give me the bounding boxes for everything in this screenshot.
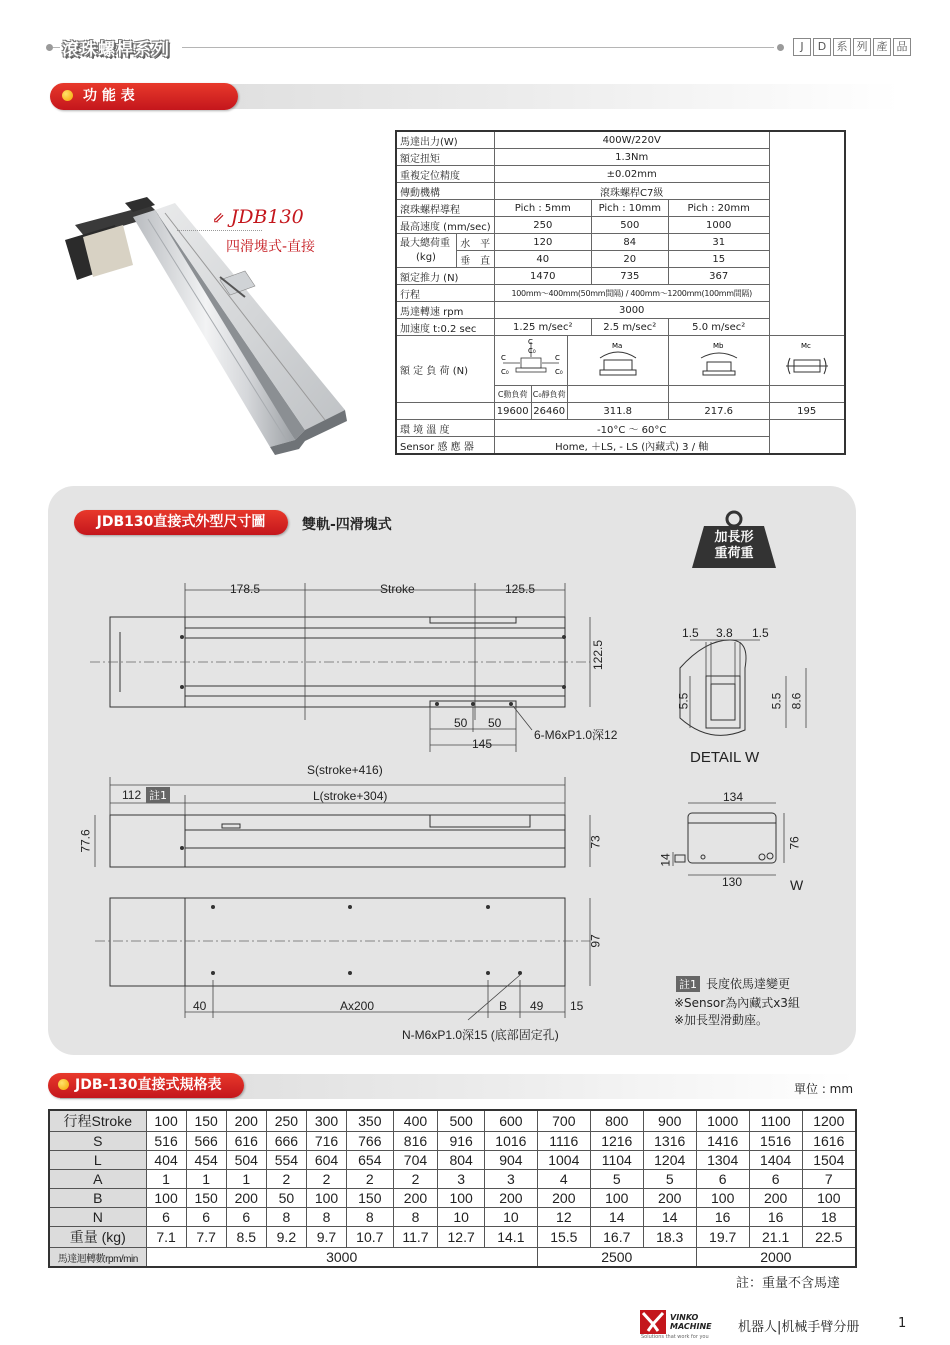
brand: [670, 1313, 712, 1331]
dim-text: 125.5: [505, 582, 536, 596]
table-cell: 3: [484, 1170, 537, 1189]
table-cell: 2: [306, 1170, 346, 1189]
spec-label: 行程: [396, 285, 494, 302]
table-cell: 100: [590, 1189, 643, 1208]
table-cell: 200: [226, 1189, 266, 1208]
table-cell: 200: [393, 1189, 438, 1208]
svg-text:C₀: C₀: [554, 368, 563, 376]
table-cell: 716: [306, 1132, 346, 1151]
table-cell: 1304: [696, 1151, 749, 1170]
spec-label: 額定扭矩: [396, 149, 494, 166]
table-cell: 1204: [643, 1151, 696, 1170]
table-cell: 1616: [802, 1132, 856, 1151]
table-cell: 454: [186, 1151, 226, 1170]
dim-text: 122.5: [591, 639, 606, 671]
table-cell: 816: [393, 1132, 438, 1151]
row-header: B: [49, 1189, 146, 1208]
table-cell: 400: [393, 1110, 438, 1132]
table-cell: 100: [438, 1189, 485, 1208]
svg-text:Ma: Ma: [611, 342, 623, 350]
spec-label: 馬達出力(W): [396, 131, 494, 149]
dim-text: 145: [472, 737, 493, 751]
header-rule: [182, 47, 774, 48]
dim-text: Ax200: [340, 999, 375, 1013]
spec-value: 84: [591, 234, 668, 251]
table-cell: 200: [749, 1189, 802, 1208]
table-cell: 7.7: [186, 1227, 226, 1248]
spec-value: 250: [494, 217, 591, 234]
bullet-icon: [58, 1079, 69, 1090]
header-series-boxes: [793, 38, 911, 56]
dimension-table: [48, 1109, 857, 1268]
table-cell: 6: [186, 1208, 226, 1227]
row-header: 馬達迴轉數rpm/min: [49, 1248, 146, 1268]
table-cell: 200: [226, 1110, 266, 1132]
spec-value: -10°C ～ 60°C: [494, 420, 769, 437]
series-char: 品: [893, 38, 911, 56]
svg-text:Mb: Mb: [712, 342, 724, 350]
table-cell: 6: [226, 1208, 266, 1227]
table-cell: 1404: [749, 1151, 802, 1170]
table-cell: 150: [347, 1189, 394, 1208]
table-cell: 2: [393, 1170, 438, 1189]
moment-mc-icon: [770, 336, 844, 382]
table-row: [49, 1227, 856, 1248]
spec-label: 加速度 t:0.2 sec: [396, 319, 494, 336]
table-cell: 2: [266, 1170, 306, 1189]
spec-value: 3000: [494, 302, 769, 319]
spec-value: Pich : 20mm: [668, 200, 769, 217]
spec-value: 195: [769, 403, 845, 420]
table-cell: 1104: [590, 1151, 643, 1170]
table-cell: 18.3: [643, 1227, 696, 1248]
table-cell: 554: [266, 1151, 306, 1170]
table-cell: 300: [306, 1110, 346, 1132]
dim-text: 5.5: [769, 692, 784, 710]
row-header: 行程Stroke: [49, 1110, 146, 1132]
drawing-tag: JDB130直接式外型尺寸圖: [74, 510, 288, 535]
spec-value: Pich : 5mm: [494, 200, 591, 217]
header-title: 滾珠螺桿系列: [62, 40, 170, 60]
spec-value: Home, ＋LS, - LS (內藏式) 3 / 軸: [494, 437, 769, 455]
series-char: 系: [833, 38, 851, 56]
table-cell: 9.2: [266, 1227, 306, 1248]
row-header: 重量 (kg): [49, 1227, 146, 1248]
spec-value: 1.3Nm: [494, 149, 769, 166]
dim-text: Stroke: [380, 582, 415, 596]
dim-text: 50: [454, 716, 468, 730]
table-cell: 6: [749, 1170, 802, 1189]
spec-sublabel: 垂 直: [456, 251, 494, 268]
table-cell: 1100: [749, 1110, 802, 1132]
table-cell: 7: [802, 1170, 856, 1189]
svg-text:C: C: [554, 354, 560, 362]
table-cell: 100: [696, 1189, 749, 1208]
spec-label: 環 境 溫 度: [396, 420, 494, 437]
section-label: 功 能 表: [83, 88, 135, 104]
leader-line: [177, 230, 262, 231]
table-cell: 150: [186, 1110, 226, 1132]
table-cell: 11.7: [393, 1227, 438, 1248]
table-cell: 14: [643, 1208, 696, 1227]
table-cell: 16.7: [590, 1227, 643, 1248]
table-cell: 200: [484, 1189, 537, 1208]
spec-label: 傳動機構: [396, 183, 494, 200]
table-cell: 566: [186, 1132, 226, 1151]
note-text: 長度依馬達變更: [706, 977, 791, 991]
footer-text: 机器人|机械手臂分册: [738, 1320, 860, 1335]
spec-value: 735: [591, 268, 668, 285]
table-cell: 100: [146, 1189, 186, 1208]
spec-value: 120: [494, 234, 591, 251]
svg-text:C₀: C₀: [500, 368, 509, 376]
table-cell: 1000: [696, 1110, 749, 1132]
load-direction-icon: [495, 336, 567, 382]
load-diagram-cc0: [494, 336, 567, 386]
table-cell: 666: [266, 1132, 306, 1151]
spec-value: Pich : 10mm: [591, 200, 668, 217]
table-cell: 1516: [749, 1132, 802, 1151]
dim-text: W: [790, 877, 804, 893]
note1-badge: 註1: [146, 787, 170, 803]
spec-value: 2.5 m/sec²: [591, 319, 668, 336]
dim-text: 178.5: [230, 582, 261, 596]
table-cell: 8: [266, 1208, 306, 1227]
dim-text: 130: [722, 875, 743, 889]
table-cell: 1016: [484, 1132, 537, 1151]
spec-label: 滾珠螺桿導程: [396, 200, 494, 217]
dim-text: 134: [723, 790, 744, 804]
table-row: [49, 1248, 856, 1268]
spec-value: 311.8: [567, 403, 668, 420]
product-image: [55, 185, 365, 460]
dim-text: 3.8: [716, 626, 733, 640]
table-cell: 9.7: [306, 1227, 346, 1248]
table-cell: 21.1: [749, 1227, 802, 1248]
table-cell: 654: [347, 1151, 394, 1170]
table-cell: 900: [643, 1110, 696, 1132]
spec-label: 馬達轉速 rpm: [396, 302, 494, 319]
table-row: [49, 1170, 856, 1189]
row-header: S: [49, 1132, 146, 1151]
note-text: ※加長型滑動座。: [674, 1013, 769, 1027]
table-cell: 15.5: [537, 1227, 590, 1248]
table-cell: 200: [643, 1189, 696, 1208]
table-cell: 50: [266, 1189, 306, 1208]
dim-text: B: [499, 999, 508, 1013]
dim-text: 112: [122, 788, 142, 802]
detail-label: DETAIL W: [690, 749, 760, 766]
table-cell: 12.7: [438, 1227, 485, 1248]
spec-value: 500: [591, 217, 668, 234]
table-cell: 604: [306, 1151, 346, 1170]
spec-value: 19600: [494, 403, 531, 420]
spec-value: 217.6: [668, 403, 769, 420]
table-cell: 916: [438, 1132, 485, 1151]
spec-label: 額 定 負 荷 (N): [396, 336, 494, 403]
table-row: [49, 1151, 856, 1170]
table-cell: 404: [146, 1151, 186, 1170]
table-cell: 100: [146, 1110, 186, 1132]
table-cell: 8.5: [226, 1227, 266, 1248]
brand-line: VINKO: [670, 1313, 699, 1322]
section-pill-function: [50, 83, 238, 110]
table-cell: 1416: [696, 1132, 749, 1151]
spec-label: 重複定位精度: [396, 166, 494, 183]
spec-value: 1000: [668, 217, 769, 234]
dim-text: 14: [658, 853, 673, 867]
spec-value: 5.0 m/sec²: [668, 319, 769, 336]
dim-text: 5.5: [676, 692, 691, 710]
table-cell: 704: [393, 1151, 438, 1170]
table-cell: 5: [643, 1170, 696, 1189]
series-char: D: [813, 38, 831, 56]
table-cell: 250: [266, 1110, 306, 1132]
dim-text: 77.6: [78, 829, 93, 853]
table-cell: 800: [590, 1110, 643, 1132]
svg-text:C₀: C₀: [527, 347, 536, 355]
spec-label: Sensor 感 應 器: [396, 437, 494, 455]
spec-value: 1470: [494, 268, 591, 285]
table-cell: 14: [590, 1208, 643, 1227]
badge-line: 加長形: [714, 530, 754, 545]
table-cell: 700: [537, 1110, 590, 1132]
table-cell: 1504: [802, 1151, 856, 1170]
svg-text:Mc: Mc: [800, 342, 811, 350]
table-cell: 516: [146, 1132, 186, 1151]
table-cell: 616: [226, 1132, 266, 1151]
table-cell: 500: [438, 1110, 485, 1132]
header-rule-left: [53, 47, 60, 48]
table-row: [49, 1189, 856, 1208]
spec-table: [395, 130, 846, 455]
bullet-icon: [62, 90, 73, 101]
page-number: 1: [898, 1316, 907, 1331]
weight-note: 註：重量不含馬達: [736, 1276, 841, 1291]
dim-text: 73: [588, 835, 603, 849]
svg-text:C: C: [527, 338, 533, 346]
dim-text: 6-M6xP1.0深12: [534, 728, 618, 742]
row-header: A: [49, 1170, 146, 1189]
product-model-text: JDB130: [230, 206, 304, 228]
table-cell: 1: [146, 1170, 186, 1189]
table-cell: 100: [306, 1189, 346, 1208]
table-cell: 200: [537, 1189, 590, 1208]
product-model: [212, 206, 304, 228]
brand-slogan: Solutions that work for you: [641, 1334, 709, 1340]
rpm-cell: 2000: [696, 1248, 856, 1268]
row-header: L: [49, 1151, 146, 1170]
table-cell: 5: [590, 1170, 643, 1189]
series-char: 列: [853, 38, 871, 56]
spec-value: 滾珠螺桿C7級: [494, 183, 769, 200]
moment-mb-icon: [669, 336, 769, 382]
table-row: [49, 1208, 856, 1227]
table-cell: 16: [749, 1208, 802, 1227]
table-cell: 804: [438, 1151, 485, 1170]
brand-line: MACHINE: [670, 1322, 712, 1331]
spec-value: 400W/220V: [494, 131, 769, 149]
product-subtitle: 四滑塊式-直接: [226, 239, 316, 255]
table-row: [49, 1132, 856, 1151]
table-cell: 1316: [643, 1132, 696, 1151]
spec-unit: (kg): [416, 251, 436, 263]
table-cell: 1: [186, 1170, 226, 1189]
spec-value: ±0.02mm: [494, 166, 769, 183]
table-cell: 8: [393, 1208, 438, 1227]
table-cell: 19.7: [696, 1227, 749, 1248]
moment-ma-icon: [568, 336, 668, 382]
table-cell: 22.5: [802, 1227, 856, 1248]
load-diagram-ma: [567, 336, 668, 386]
table-cell: 6: [146, 1208, 186, 1227]
table-cell: 10: [438, 1208, 485, 1227]
table-cell: 8: [347, 1208, 394, 1227]
table-cell: 100: [802, 1189, 856, 1208]
table-cell: 7.1: [146, 1227, 186, 1248]
dim-text: 15: [570, 999, 584, 1013]
table-cell: 150: [186, 1189, 226, 1208]
section-label: JDB-130直接式規格表: [75, 1077, 222, 1093]
series-char: 產: [873, 38, 891, 56]
header-dot-left: [46, 44, 53, 51]
spec-value: 20: [591, 251, 668, 268]
note-text: ※Sensor為內藏式x3組: [674, 996, 800, 1010]
spec-value: 15: [668, 251, 769, 268]
section-pill-spec: [48, 1073, 244, 1098]
spec-sublabel: C動負荷: [494, 386, 531, 403]
spec-sublabel: 水 平: [456, 234, 494, 251]
table-cell: 1200: [802, 1110, 856, 1132]
spec-value: 100mm～400mm(50mm間隔) / 400mm～1200mm(100mm間隔): [494, 285, 769, 302]
dim-text: 97: [588, 934, 603, 948]
table-cell: 10: [484, 1208, 537, 1227]
rpm-cell: 3000: [146, 1248, 537, 1268]
dim-text: 50: [488, 716, 502, 730]
table-cell: 504: [226, 1151, 266, 1170]
spec-value: 31: [668, 234, 769, 251]
note1-badge: 註1: [676, 976, 700, 992]
rpm-cell: 2500: [537, 1248, 696, 1268]
dim-text: L(stroke+304): [313, 789, 388, 803]
spec-label: 最高速度 (mm/sec): [396, 217, 494, 234]
load-diagram-mc: [769, 336, 845, 386]
spec-value: 367: [668, 268, 769, 285]
dim-text: 40: [193, 999, 207, 1013]
table-cell: 4: [537, 1170, 590, 1189]
dim-text: 8.6: [789, 692, 804, 710]
row-header: N: [49, 1208, 146, 1227]
spec-value: 40: [494, 251, 591, 268]
dim-text: 1.5: [682, 626, 699, 640]
table-cell: 16: [696, 1208, 749, 1227]
spec-value: 26460: [531, 403, 567, 420]
series-char: J: [793, 38, 811, 56]
table-cell: 350: [347, 1110, 394, 1132]
vinko-logo-icon: [640, 1310, 666, 1334]
check-arrow-icon: ⇙: [212, 209, 225, 227]
drawing-subtitle: 雙軌-四滑塊式: [302, 517, 392, 533]
table-cell: 8: [306, 1208, 346, 1227]
dim-text: 49: [530, 999, 544, 1013]
dim-text: 1.5: [752, 626, 769, 640]
dim-text: N-M6xP1.0深15 (底部固定孔): [402, 1028, 559, 1042]
table-row: [49, 1110, 856, 1132]
table-cell: 766: [347, 1132, 394, 1151]
table-cell: 14.1: [484, 1227, 537, 1248]
table-cell: 6: [696, 1170, 749, 1189]
table-cell: 12: [537, 1208, 590, 1227]
table-cell: 18: [802, 1208, 856, 1227]
unit-label: 單位 : mm: [794, 1082, 854, 1096]
load-diagram-mb: [668, 336, 769, 386]
spec-label: 額定推力 (N): [396, 268, 494, 285]
dim-text: 76: [787, 836, 802, 850]
table-cell: 1: [226, 1170, 266, 1189]
table-cell: 1116: [537, 1132, 590, 1151]
table-cell: 600: [484, 1110, 537, 1132]
spec-label: 最大總荷重: [400, 237, 450, 249]
dimension-drawing: [48, 486, 856, 1055]
table-cell: 1004: [537, 1151, 590, 1170]
spec-value: 1.25 m/sec²: [494, 319, 591, 336]
svg-text:C: C: [500, 354, 506, 362]
table-cell: 1216: [590, 1132, 643, 1151]
table-cell: 10.7: [347, 1227, 394, 1248]
spec-sublabel: C₀靜負荷: [531, 386, 567, 403]
table-cell: 3: [438, 1170, 485, 1189]
header-dot-right: [777, 44, 784, 51]
table-cell: 904: [484, 1151, 537, 1170]
dim-text: S(stroke+416): [307, 763, 383, 777]
badge-line: 重荷重: [714, 546, 754, 561]
table-cell: 2: [347, 1170, 394, 1189]
